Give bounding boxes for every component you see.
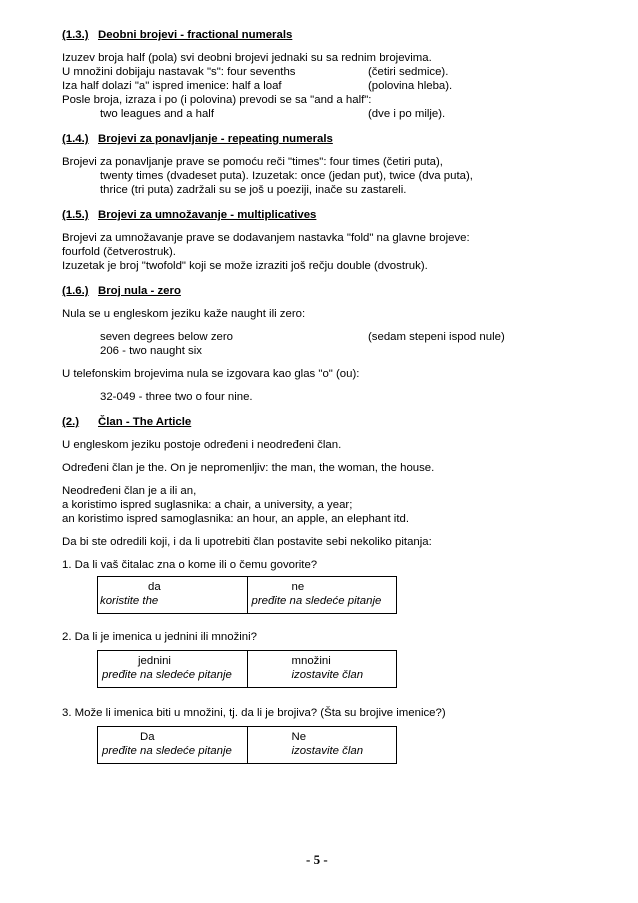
example-line: 32-049 - three two o four nine.	[100, 391, 253, 403]
cell-action: pređite na sledeće pitanje	[251, 595, 382, 607]
paragraph-line: Izuzev broja half (pola) svi deobni brojevi jednaki su sa rednim brojevima.	[62, 52, 432, 64]
heading-title: Deobni brojevi - fractional numerals	[98, 29, 293, 41]
decision-box-2	[97, 650, 397, 688]
line-translation: (sedam stepeni ispod nule)	[368, 331, 505, 343]
paragraph-line: twenty times (dvadeset puta). Izuzetak: once (jedan put), twice (dva puta),	[100, 170, 473, 182]
line-text: Iza half dolazi "a" ispred imenice: half a loaf	[62, 80, 282, 92]
cell-answer: Da	[140, 731, 155, 743]
document-page	[62, 28, 582, 764]
heading-title: Član - The Article	[98, 416, 192, 428]
paragraph-line: Nula se u engleskom jeziku kaže naught ili zero:	[62, 308, 306, 320]
decision-box-1	[97, 576, 397, 614]
line-translation: (četiri sedmice).	[368, 66, 449, 78]
paragraph-line	[62, 79, 582, 93]
paragraph-line: U engleskom jeziku postoje određeni i neodređeni član.	[62, 439, 342, 451]
paragraph-line: Brojevi za umnožavanje prave se dodavanjem nastavka "fold" na glavne brojeve:	[62, 232, 470, 244]
paragraph-line: an koristimo ispred samoglasnika: an hour, an apple, an elephant itd.	[62, 513, 409, 525]
paragraph-line	[62, 65, 582, 79]
heading-1-3	[62, 28, 582, 42]
question-2: 2. Da li je imenica u jednini ili množini?	[62, 631, 257, 643]
example-line	[62, 330, 582, 344]
cell-action: koristite the	[100, 595, 159, 607]
paragraph-line: Izuzetak je broj "twofold" koji se može izraziti još rečju double (dvostruk).	[62, 260, 428, 272]
heading-1-6	[62, 284, 582, 298]
cell-answer: Ne	[291, 731, 307, 743]
cell-answer: da	[148, 581, 161, 593]
paragraph-line: Neodređeni član je a ili an,	[62, 485, 197, 497]
cell-answer: jednini	[138, 655, 171, 667]
heading-2	[62, 415, 582, 429]
paragraph-line: thrice (tri puta) zadržali su se još u poeziji, inače su zastareli.	[100, 184, 407, 196]
heading-1-5	[62, 208, 582, 222]
decision-cell-right	[247, 577, 397, 613]
paragraph-line: a koristimo ispred suglasnika: a chair, a university, a year;	[62, 499, 353, 511]
heading-number: (1.5.)	[62, 209, 89, 221]
paragraph-line: Da bi ste odredili koji, i da li upotrebiti član postavite sebi nekoliko pitanja:	[62, 536, 432, 548]
cell-action: pređite na sledeće pitanje	[102, 745, 232, 757]
decision-cell-left	[98, 727, 247, 763]
decision-cell-left	[98, 577, 247, 613]
line-text: two leagues and a half	[100, 108, 214, 120]
paragraph-line: fourfold (četverostruk).	[62, 246, 176, 258]
line-text: U množini dobijaju nastavak "s": four sevenths	[62, 66, 296, 78]
question-1: 1. Da li vaš čitalac zna o kome ili o čemu govorite?	[62, 559, 318, 571]
paragraph-line: Određeni član je the. On je nepromenljiv: the man, the woman, the house.	[62, 462, 435, 474]
heading-number: (2.)	[62, 416, 80, 428]
question-3: 3. Može li imenica biti u množini, tj. da li je brojiva? (Šta su brojive imenice?)	[62, 707, 446, 719]
heading-title: Brojevi za umnožavanje - multiplicatives	[98, 209, 317, 221]
cell-answer: ne	[291, 581, 305, 593]
line-translation: (dve i po milje).	[368, 108, 446, 120]
paragraph-line: Posle broja, izraza i po (i polovina) prevodi se sa "and a half":	[62, 94, 372, 106]
cell-action: pređite na sledeće pitanje	[102, 669, 232, 681]
decision-box-3	[97, 726, 397, 764]
heading-1-4	[62, 132, 582, 146]
paragraph-line	[62, 107, 582, 121]
heading-number: (1.4.)	[62, 133, 89, 145]
paragraph-line: U telefonskim brojevima nula se izgovara kao glas "o" (ou):	[62, 368, 360, 380]
page-number: - 5 -	[306, 852, 328, 867]
heading-title: Broj nula - zero	[98, 285, 181, 297]
cell-answer: množini	[291, 655, 331, 667]
decision-cell-left	[98, 651, 247, 687]
cell-action: izostavite član	[291, 669, 364, 681]
decision-cell-right	[247, 727, 397, 763]
decision-cell-right	[247, 651, 397, 687]
heading-number: (1.3.)	[62, 29, 89, 41]
cell-action: izostavite član	[291, 745, 364, 757]
line-text: seven degrees below zero	[100, 331, 233, 343]
paragraph-line: Brojevi za ponavljanje prave se pomoću reči "times": four times (četiri puta),	[62, 156, 443, 168]
line-translation: (polovina hleba).	[368, 80, 453, 92]
heading-number: (1.6.)	[62, 285, 89, 297]
example-line: 206 - two naught six	[100, 345, 202, 357]
heading-title: Brojevi za ponavljanje - repeating numerals	[98, 133, 333, 145]
